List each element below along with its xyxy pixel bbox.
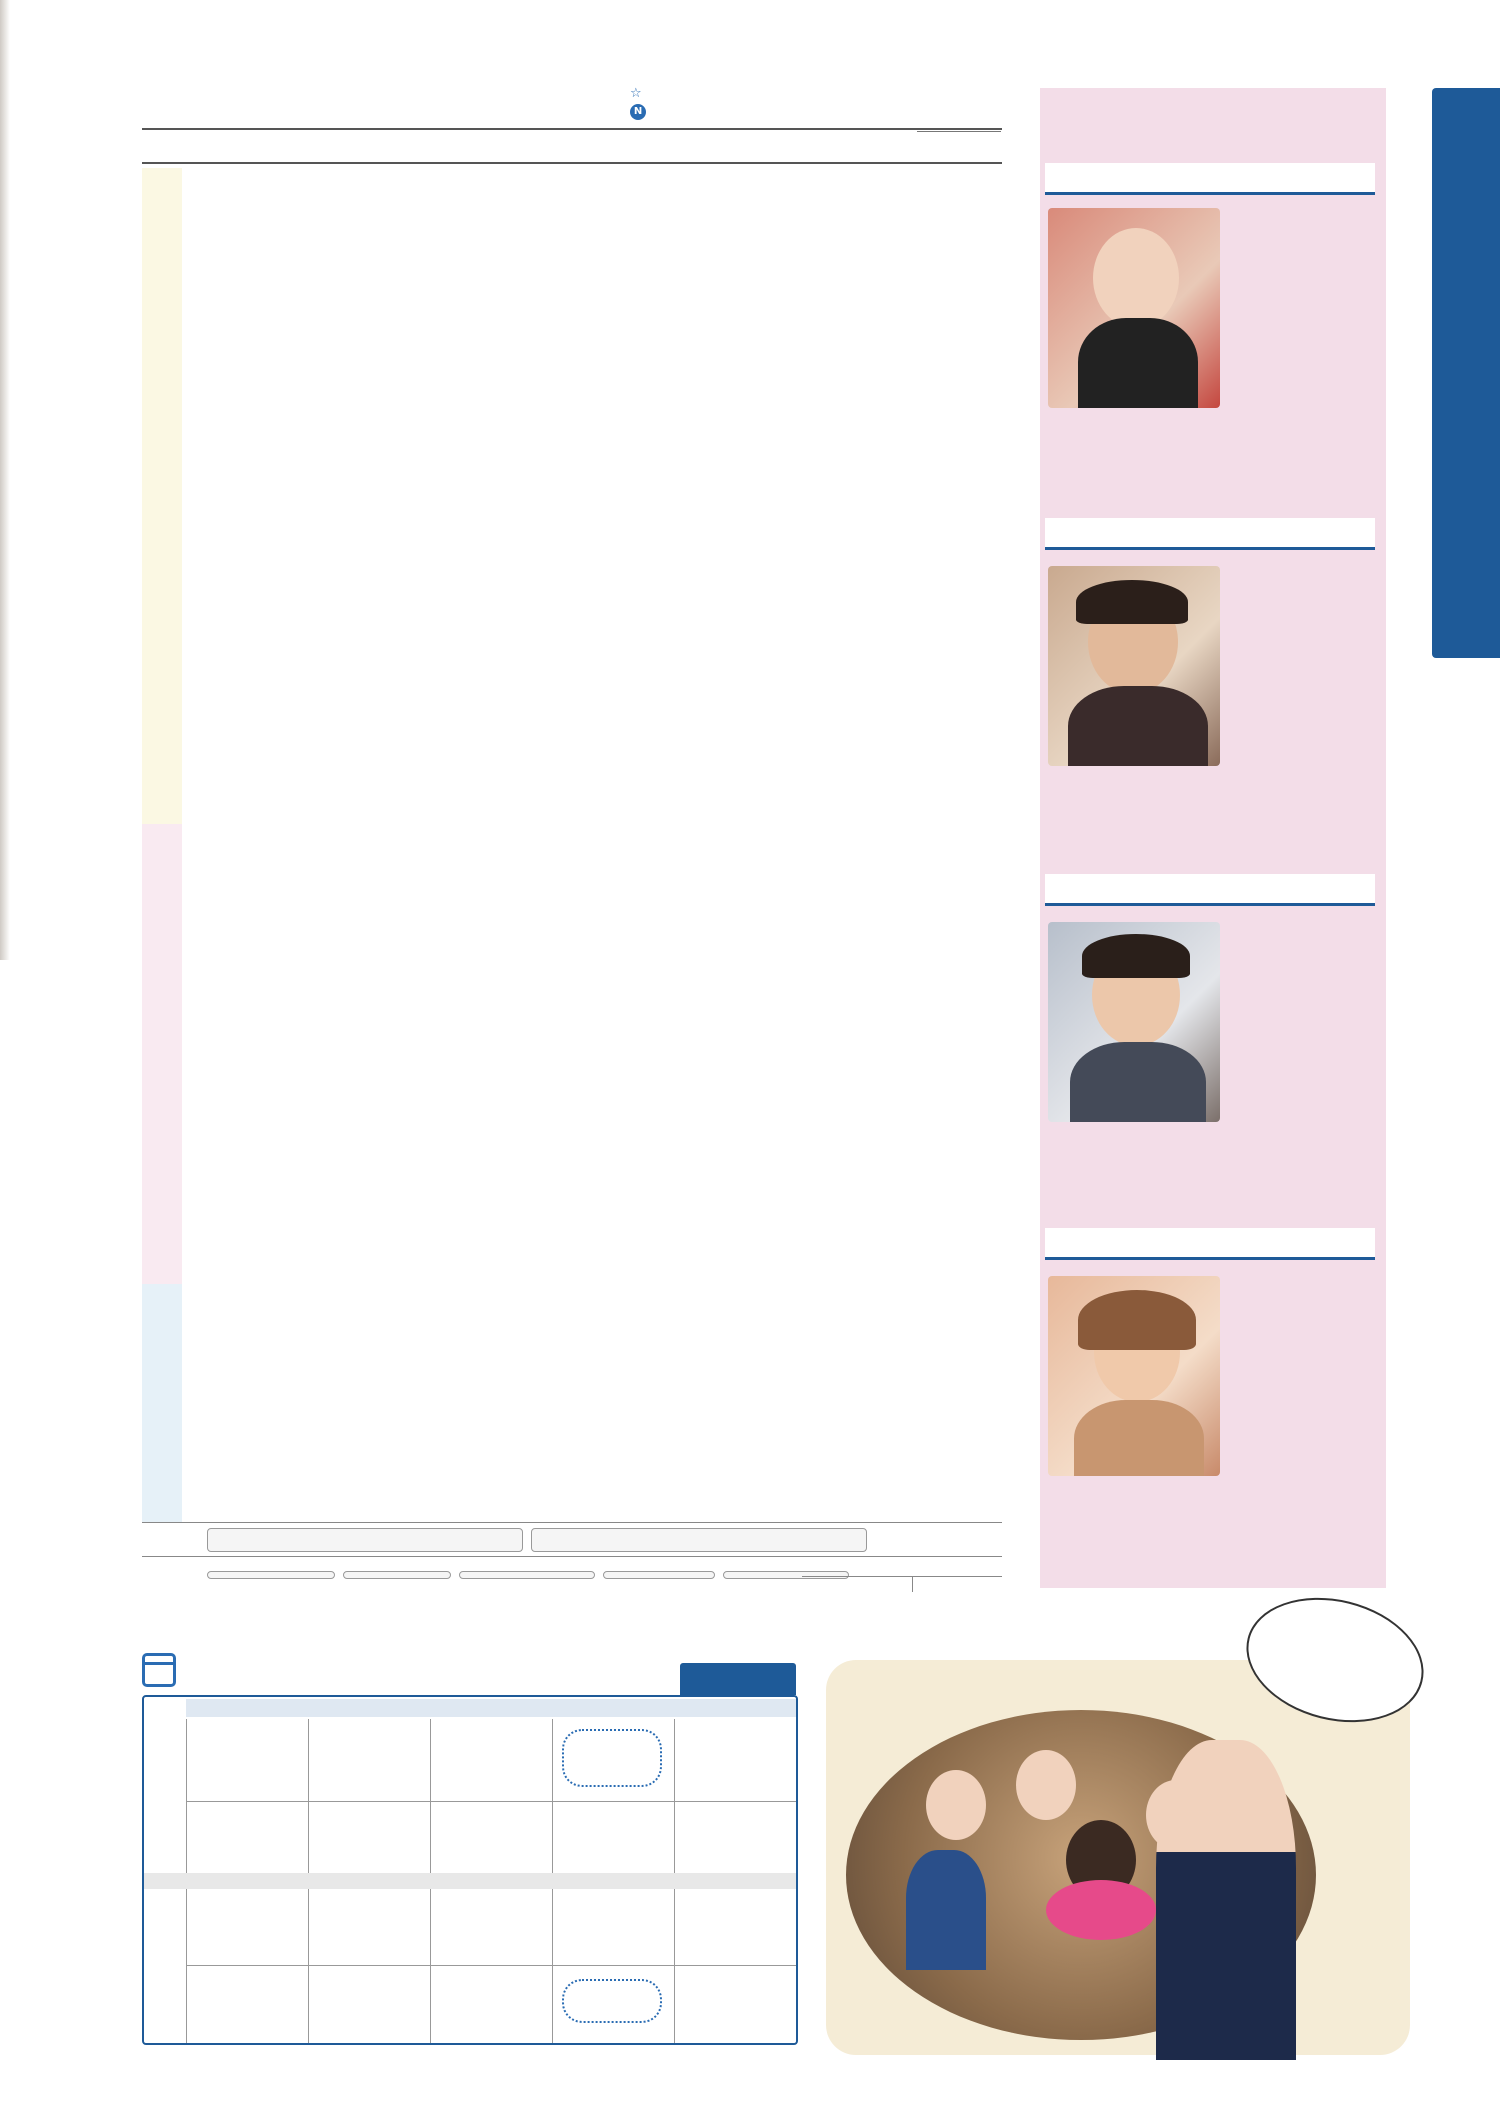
star-icon: ☆ <box>630 86 642 101</box>
day-fri <box>674 1699 796 1717</box>
exchange-photo-box <box>826 1660 1410 2055</box>
curriculum-legend <box>630 84 649 120</box>
bubble-note <box>562 1979 662 2023</box>
semester-badge <box>680 1663 796 1695</box>
kenshu-internship[interactable] <box>531 1528 867 1552</box>
head-years <box>917 131 1001 132</box>
head-mae <box>917 131 938 132</box>
bubble-note <box>562 1729 662 1787</box>
company-name <box>1045 163 1375 195</box>
day-wed <box>430 1699 552 1717</box>
sentaku-job[interactable] <box>459 1571 595 1579</box>
company-name <box>1045 1228 1375 1260</box>
head-mae <box>959 131 980 132</box>
kenshu-study-abroad[interactable] <box>207 1528 523 1552</box>
period-2 <box>148 1809 184 1869</box>
timetable <box>142 1695 798 2045</box>
department-tab[interactable] <box>1432 88 1500 658</box>
curriculum-table <box>142 128 1002 1566</box>
day-tue <box>308 1699 430 1717</box>
head-ato <box>980 131 1001 132</box>
period-3 <box>148 1897 184 1957</box>
sentaku-career[interactable] <box>207 1571 335 1579</box>
graduate-photo <box>1048 208 1220 408</box>
company-name <box>1045 874 1375 906</box>
lunch-break <box>144 1873 796 1889</box>
graduate-photo <box>1048 566 1220 766</box>
page-edge <box>0 0 10 960</box>
student-photo <box>1156 1740 1296 2060</box>
total-label <box>802 1577 912 1592</box>
total-value <box>912 1577 1002 1592</box>
category-specialty <box>142 168 182 824</box>
calendar-icon <box>142 1653 176 1687</box>
head-ato <box>938 131 959 132</box>
graduate-photo <box>1048 1276 1220 1476</box>
timetable-title <box>142 1650 186 1690</box>
sentaku-culture[interactable] <box>343 1571 451 1579</box>
graduate-photo <box>1048 922 1220 1122</box>
table-header <box>142 128 1002 164</box>
sentaku-ict[interactable] <box>603 1571 715 1579</box>
category-career <box>142 1284 182 1522</box>
native-n-icon: N <box>630 104 646 120</box>
company-name <box>1045 518 1375 550</box>
total-row <box>802 1576 1002 1592</box>
period-1 <box>148 1733 184 1793</box>
kenshu-row <box>142 1522 1002 1556</box>
period-4 <box>148 1973 184 2033</box>
major-tab-label <box>1432 690 1500 1260</box>
day-mon <box>186 1699 308 1717</box>
day-thu <box>552 1699 674 1717</box>
category-language-ict <box>142 824 182 1284</box>
